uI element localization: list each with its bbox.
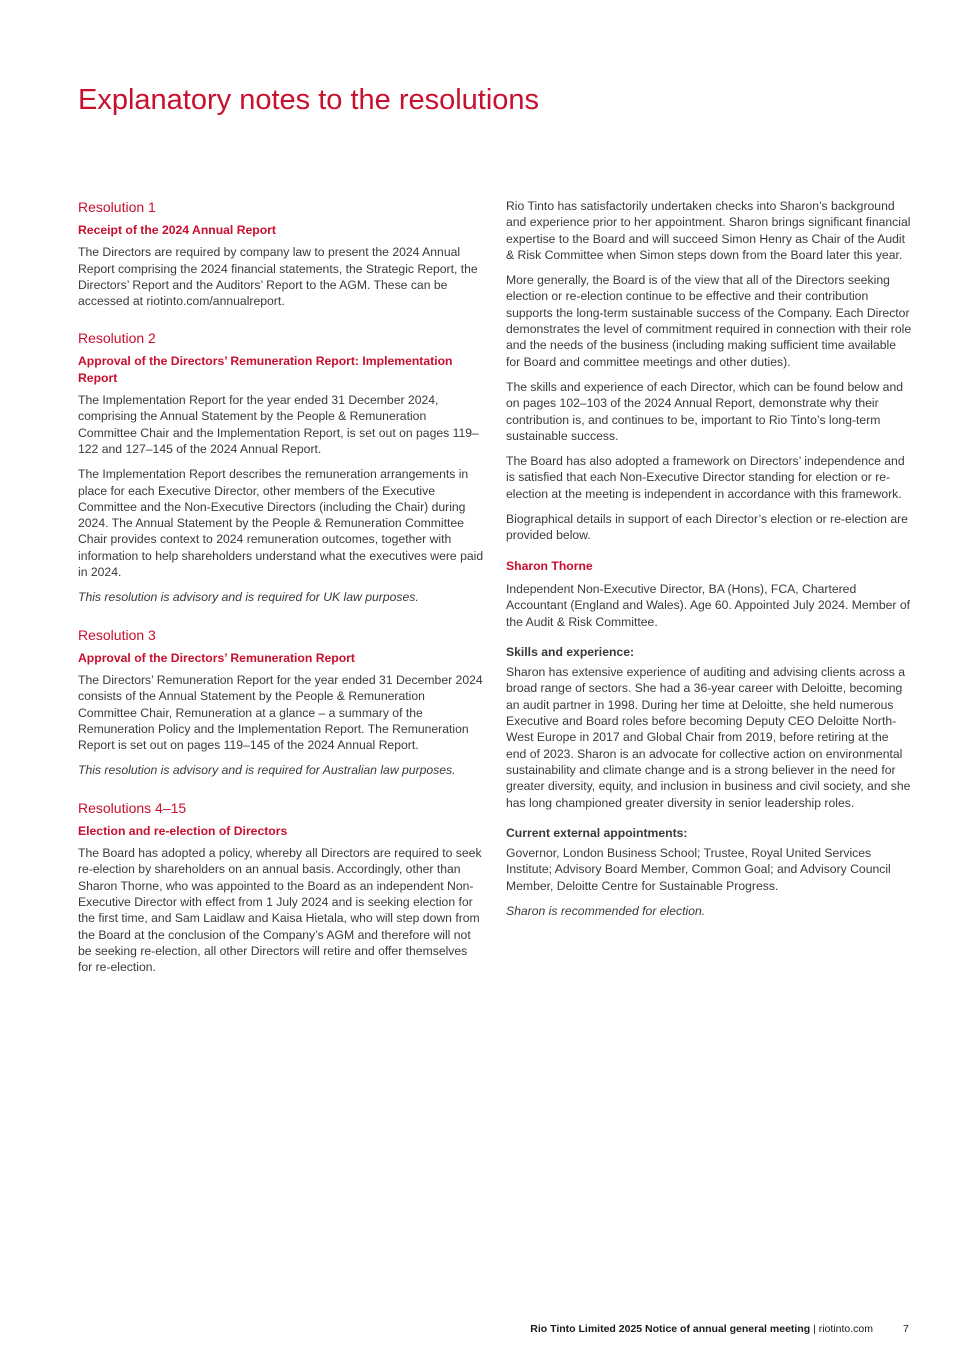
page-title: Explanatory notes to the resolutions xyxy=(78,84,540,116)
director-name: Sharon Thorne xyxy=(506,558,593,573)
director-summary: Independent Non-Executive Director, BA (Hons), FCA, Chartered Accountant (England and Wales). Age 60. Appointed July 2024. Member of the Audit & Risk Committee. xyxy=(506,581,911,629)
resolutions-4-15-heading: Resolutions 4–15 xyxy=(78,799,187,816)
resolution-1-subheading: Receipt of the 2024 Annual Report xyxy=(78,223,276,237)
skills-label: Skills and experience: xyxy=(506,644,635,659)
recommendation-text: Sharon is recommended for election. xyxy=(506,903,706,918)
right-paragraph-5: Biographical details in support of each Director’s election or re-election are provided below. xyxy=(506,512,908,543)
right-paragraph-3: The skills and experience of each Director, which can be found below and on pages 102–103 of the 2024 Annual Report, demonstrate why their contribution is, and continues to be, important to Rio Tinto’s long-term sustainable success. xyxy=(506,379,904,443)
left-column xyxy=(78,198,484,995)
director-profile xyxy=(506,558,912,920)
resolution-3 xyxy=(78,626,484,779)
resolutions-4-15-text: The Board has adopted a policy, whereby all Directors are required to seek re-election by shareholders on an annual basis. Accordingly, other than Sharon Thorne, who was appointed to the Board as an independent Non-Executive Director with effect from 1 July 2024 and is seeking election for the first time, and Sam Laidlaw and Kaisa Hietala, who will step down from the Board at the conclusion of the Company’s AGM and therefore will not be seeking re-election, all other Directors will retire and offer themselves for re-election. xyxy=(78,846,482,975)
footer-separator: | xyxy=(810,1323,819,1335)
footer-publication: Rio Tinto Limited 2025 Notice of annual general meeting xyxy=(530,1323,811,1335)
appointments-text: Governor, London Business School; Trustee, Royal United Services Institute; Advisory Board Member, Common Goal; and Advisory Council Member, Deloitte Centre for Sustainable Progress. xyxy=(506,846,891,893)
resolution-3-subheading: Approval of the Directors’ Remuneration Report xyxy=(78,650,355,665)
resolution-2-subheading: Approval of the Directors’ Remuneration Report: Implementation Report xyxy=(78,354,453,385)
resolution-2-text-1: The Implementation Report for the year ended 31 December 2024, comprising the Annual Statement by the People & Remuneration Committee Chair and the Implementation Report, is set out on pages 119–122 and 127–145 of the 2024 Annual Report. xyxy=(78,393,479,456)
right-paragraph-1: Rio Tinto has satisfactorily undertaken checks into Sharon’s background and experience prior to her appointment. Sharon brings significant financial expertise to the Board and will succeed Simon Henry as Chair of the Audit & Risk Committee when Simon steps down from the Board later this year. xyxy=(506,199,911,262)
resolution-2 xyxy=(78,329,484,605)
resolution-3-note: This resolution is advisory and is required for Australian law purposes. xyxy=(78,763,456,778)
footer-website: riotinto.com xyxy=(818,1323,873,1335)
right-paragraph-4: The Board has also adopted a framework on Directors’ independence and is satisfied that each Non-Executive Director standing for election or re-election at the meeting is independent in accordance with this framework. xyxy=(506,454,905,501)
resolution-3-text: The Directors’ Remuneration Report for the year ended 31 December 2024 consists of the Annual Statement by the People & Remuneration Committee Chair, Remuneration at a glance – a summary of the Remuneration Policy and the Implementation Report. The Remuneration Report is set out on pages 119–145 of the 2024 Annual Report. xyxy=(78,672,483,753)
skills-text: Sharon has extensive experience of auditing and advising clients across a broad range of sectors. She had a 36-year career with Deloitte, becoming an audit partner in 1998. During her time at Deloitte, she held numerous Executive and Board roles before becoming Deputy CEO Deloitte North-West Europe in 2017 and Global Chair from 2019, before retiring at the end of 2023. Sharon is an advocate for collective action on environmental sustainability and climate change and is a strong believer in the need for greater diversity, equity, and inclusion in business and civil society, and she has long championed greater diversity in senior leadership roles. xyxy=(506,665,911,810)
resolution-1 xyxy=(78,198,484,309)
footer-text xyxy=(530,1323,873,1335)
resolution-1-heading: Resolution 1 xyxy=(78,199,156,215)
appointments-label: Current external appointments: xyxy=(506,825,688,840)
resolution-2-heading: Resolution 2 xyxy=(78,330,156,347)
resolution-2-note: This resolution is advisory and is required for UK law purposes. xyxy=(78,590,419,605)
resolution-2-text-2: The Implementation Report describes the remuneration arrangements in place for each Executive Director, other members of the Executive Committee and the Non-Executive Directors (including the Chair) during 2024. The Annual Statement by the People & Remuneration Committee Chair provides context to 2024 remuneration outcomes, together with information to help shareholders understand what the executives were paid in 2024. xyxy=(78,467,484,580)
resolution-1-text: The Directors are required by company law to present the 2024 Annual Report comprising the 2024 financial statements, the Strategic Report, the Directors’ Report and the Auditors’ Report to the AGM. These can be accessed at riotinto.com/annualreport. xyxy=(78,245,478,309)
right-column xyxy=(506,198,912,928)
resolution-3-heading: Resolution 3 xyxy=(78,626,156,643)
right-paragraph-2: More generally, the Board is of the view that all of the Directors seeking election or re-election continue to be effective and their contribution supports the long-term sustainable success of the Company. Each Director demonstrates the level of commitment required in connection with their role and the needs of the business (including making sufficient time available for Board and committee meetings and other duties). xyxy=(506,273,912,369)
page-number: 7 xyxy=(903,1323,909,1335)
resolutions-4-15-subheading: Election and re-election of Directors xyxy=(78,823,288,838)
resolutions-4-15 xyxy=(78,799,484,976)
